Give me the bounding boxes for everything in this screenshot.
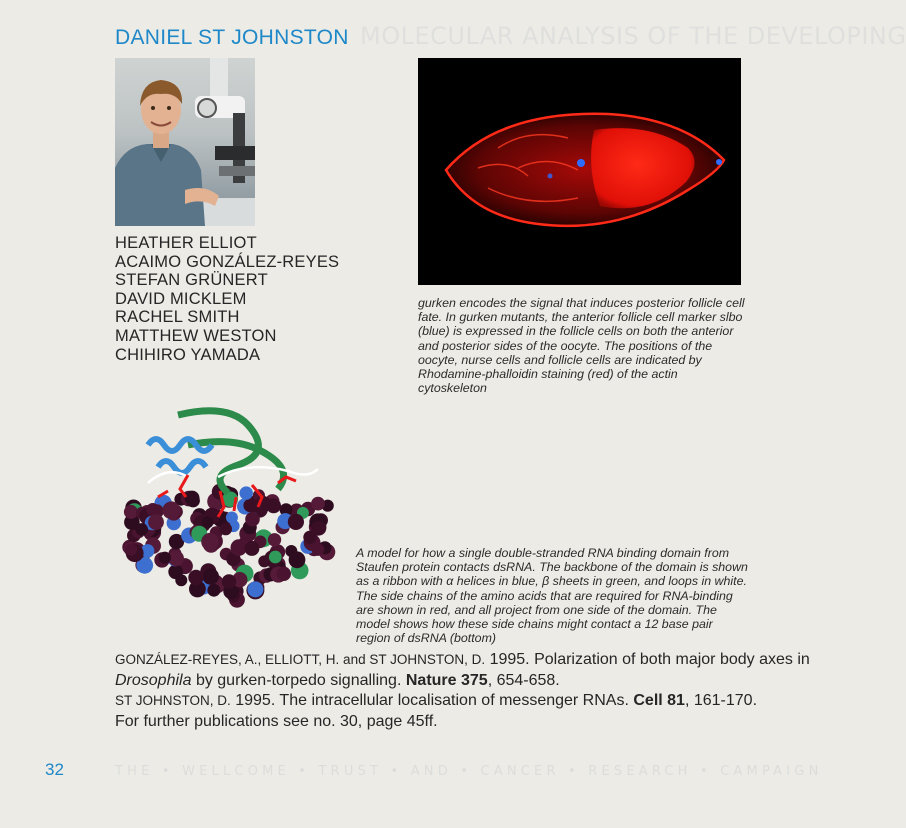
rna-sphere: [245, 512, 260, 527]
rna-sphere: [303, 531, 316, 544]
rna-sphere: [175, 574, 187, 586]
rna-sphere: [146, 503, 159, 516]
rna-sphere: [222, 574, 237, 589]
rna-sphere: [148, 514, 164, 530]
rna-sphere: [285, 545, 297, 557]
rna-sphere: [202, 516, 214, 528]
rna-sphere: [268, 533, 281, 546]
team-member: CHIHIRO YAMADA: [115, 345, 261, 364]
team-member: DAVID MICKLEM: [115, 289, 247, 308]
team-member-list: [115, 234, 339, 364]
model-caption: A model for how a single double-stranded RNA binding domain from Staufen protein contacts dsRNA. The backbone of the domain is shown as a ribbon with α helices in blue, β sheets in green, and loops in white. The side chains of the amino acids that are required for RNA-binding are shown in red, and all project from one side of the domain. The model shows how these side chains might contact a 12 base pair region of dsRNA (bottom): [356, 546, 748, 646]
rna-sphere: [188, 570, 203, 585]
rna-sphere: [288, 514, 304, 530]
reference-1-line-2: Drosophila by gurken-torpedo signalling. Nature 375, 654-658.: [115, 671, 560, 689]
protein-rna-model: [118, 405, 343, 615]
rna-sphere: [244, 541, 259, 556]
rna-sphere: [185, 491, 200, 506]
rna-sphere: [159, 552, 171, 564]
further-publications-note: For further publications see no. 30, page 45ff.: [115, 712, 438, 730]
team-member: ACAIMO GONZÁLEZ-REYES: [115, 252, 340, 271]
oocyte-micrograph: [418, 58, 741, 285]
team-member: MATTHEW WESTON: [115, 326, 277, 345]
portrait-photo: [115, 58, 255, 226]
rna-sphere: [312, 543, 325, 556]
rna-sphere: [243, 499, 257, 513]
rna-sphere: [226, 512, 238, 524]
rna-sphere: [207, 584, 220, 597]
team-member: STEFAN GRÜNERT: [115, 271, 268, 290]
rna-sphere: [135, 523, 148, 536]
rna-sphere: [162, 501, 180, 519]
reference-1-line-1: GONZÁLEZ-REYES, A., ELLIOTT, H. and ST JOHNSTON, D. 1995. Polarization of both major body axes in: [115, 651, 810, 668]
page-number: 32: [45, 760, 64, 779]
reference-2: ST JOHNSTON, D. 1995. The intracellular localisation of messenger RNAs. Cell 81, 161-170.: [115, 692, 758, 710]
micrograph-caption: gurken encodes the signal that induces posterior follicle cell fate. In gurken mutants, the anterior follicle cell marker slbo (blue) is expressed in the follicle cells on both the anterior and posterior sides of the oocyte. The positions of the oocyte, nurse cells and follicle cells are indicated by Rhodamine-phalloidin staining (red) of the actin cytoskeleton: [418, 296, 745, 396]
team-member: HEATHER ELLIOT: [115, 234, 257, 252]
rna-sphere: [219, 523, 232, 536]
footer-band: THE • WELLCOME • TRUST • AND • CANCER • RESEARCH • CAMPAIGN: [115, 764, 823, 779]
faded-header-title: MOLECULAR ANALYSIS OF THE DEVELOPING: [360, 22, 906, 50]
rna-sphere: [269, 551, 282, 564]
rna-sphere: [247, 581, 263, 597]
group-leader-name: DANIEL ST JOHNSTON: [115, 26, 349, 49]
rna-sphere: [240, 486, 253, 499]
rna-sphere: [311, 497, 325, 511]
team-member: RACHEL SMITH: [115, 308, 240, 327]
rna-sphere: [124, 505, 138, 519]
rna-sphere: [201, 533, 219, 551]
rna-sphere: [202, 568, 219, 585]
rna-sphere: [277, 567, 291, 581]
references: [115, 650, 810, 732]
rna-sphere: [125, 543, 137, 555]
